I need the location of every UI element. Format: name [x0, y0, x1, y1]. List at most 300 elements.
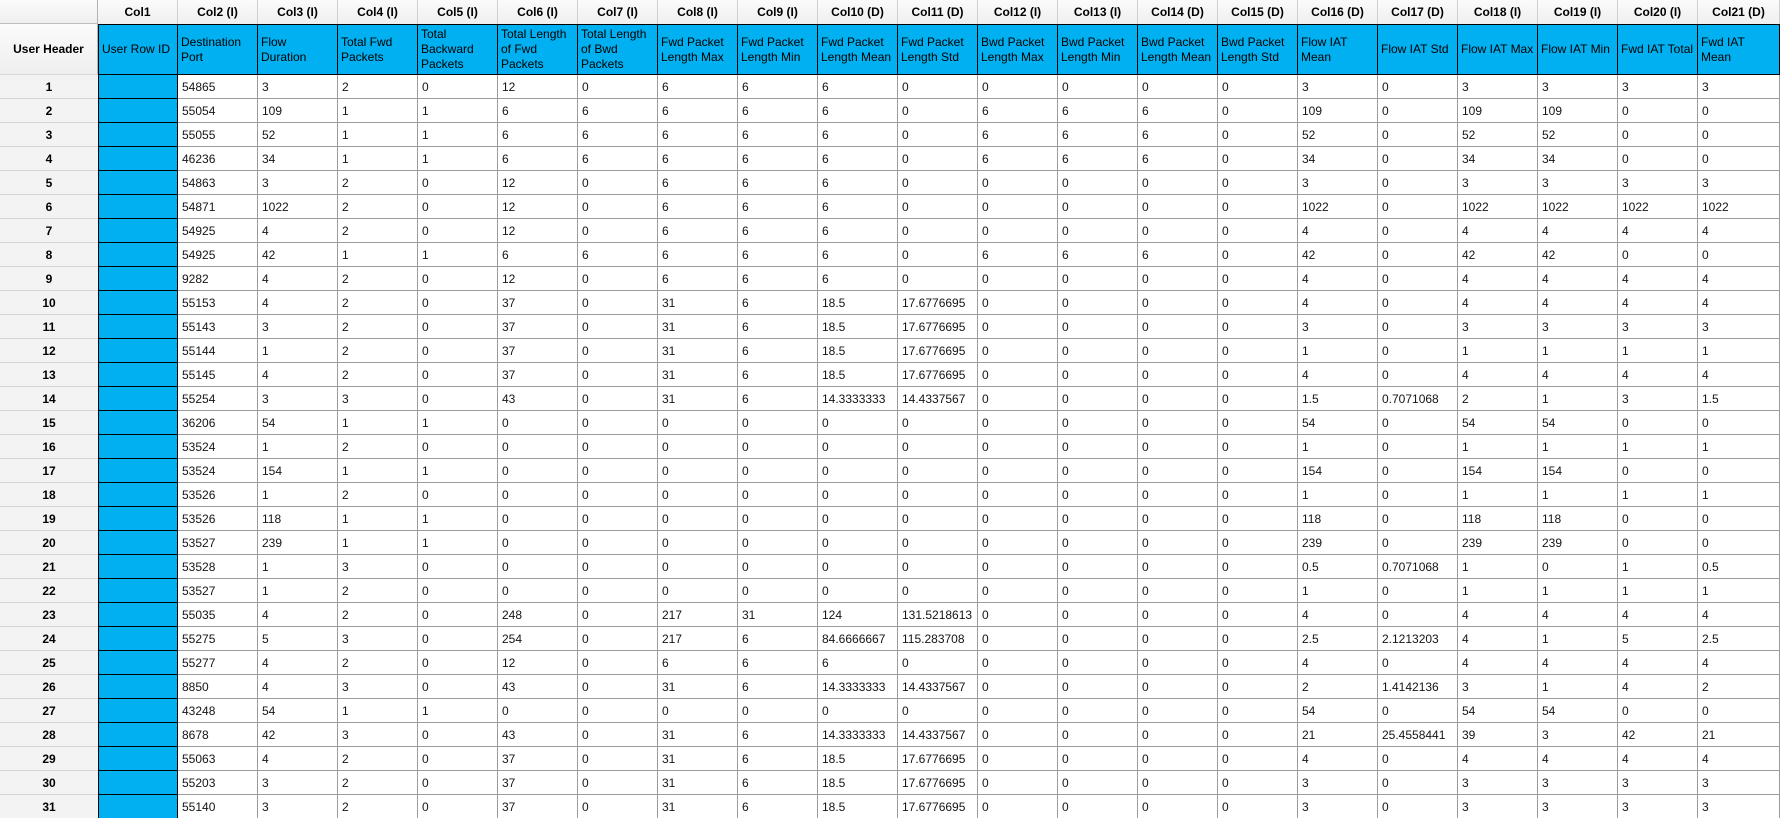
data-cell[interactable]: 54925	[178, 219, 258, 243]
data-cell[interactable]: 12	[498, 267, 578, 291]
data-cell[interactable]: 0	[1378, 75, 1458, 99]
column-label-header[interactable]: Total Backward Packets	[418, 24, 498, 75]
row-number-cell[interactable]: 10	[0, 291, 98, 315]
data-cell[interactable]: 0	[1058, 627, 1138, 651]
data-cell[interactable]: 1	[258, 339, 338, 363]
data-cell[interactable]: 39	[1458, 723, 1538, 747]
data-cell[interactable]: 1.5	[1298, 387, 1378, 411]
data-cell[interactable]: 0	[1058, 507, 1138, 531]
data-cell[interactable]: 2	[338, 195, 418, 219]
row-number-cell[interactable]: 7	[0, 219, 98, 243]
data-cell[interactable]: 0	[578, 75, 658, 99]
data-cell[interactable]: 0	[978, 195, 1058, 219]
data-cell[interactable]: 55153	[178, 291, 258, 315]
data-cell[interactable]: 1	[418, 507, 498, 531]
column-id-header[interactable]: Col5 (I)	[418, 0, 498, 24]
data-cell[interactable]: 0	[978, 219, 1058, 243]
row-number-cell[interactable]: 16	[0, 435, 98, 459]
data-cell[interactable]: 3	[1298, 171, 1378, 195]
data-cell[interactable]: 1	[338, 699, 418, 723]
data-cell[interactable]: 21	[1298, 723, 1378, 747]
data-cell[interactable]: 1	[338, 243, 418, 267]
data-cell[interactable]: 31	[658, 747, 738, 771]
data-cell[interactable]: 1	[338, 531, 418, 555]
data-cell[interactable]: 0	[578, 603, 658, 627]
data-cell[interactable]: 4	[258, 747, 338, 771]
data-cell[interactable]: 0	[1218, 483, 1298, 507]
data-cell[interactable]: 0	[498, 483, 578, 507]
data-cell[interactable]: 4	[258, 267, 338, 291]
data-cell[interactable]: 0	[418, 363, 498, 387]
data-cell[interactable]: 52	[258, 123, 338, 147]
column-id-header[interactable]: Col6 (I)	[498, 0, 578, 24]
data-cell[interactable]: 52	[1538, 123, 1618, 147]
data-cell[interactable]: 3	[338, 555, 418, 579]
data-cell[interactable]: 131.5218613	[898, 603, 978, 627]
data-cell[interactable]: 0	[898, 219, 978, 243]
column-id-header[interactable]: Col2 (I)	[178, 0, 258, 24]
data-cell[interactable]: 31	[658, 675, 738, 699]
data-cell[interactable]: 1	[1698, 435, 1780, 459]
data-cell[interactable]: 1022	[1618, 195, 1698, 219]
data-cell[interactable]: 0	[578, 483, 658, 507]
data-cell[interactable]: 0	[1138, 195, 1218, 219]
row-id-cell[interactable]	[98, 771, 178, 795]
data-cell[interactable]: 6	[818, 99, 898, 123]
data-cell[interactable]: 0	[738, 555, 818, 579]
data-cell[interactable]: 2	[338, 171, 418, 195]
data-cell[interactable]: 4	[1538, 219, 1618, 243]
data-cell[interactable]: 2	[338, 771, 418, 795]
data-cell[interactable]: 54	[1458, 411, 1538, 435]
data-cell[interactable]: 0	[1138, 531, 1218, 555]
data-cell[interactable]: 55054	[178, 99, 258, 123]
data-cell[interactable]: 6	[738, 243, 818, 267]
row-id-cell[interactable]	[98, 483, 178, 507]
data-cell[interactable]: 0	[418, 627, 498, 651]
data-cell[interactable]: 55140	[178, 795, 258, 818]
data-cell[interactable]: 0	[1218, 555, 1298, 579]
column-id-header[interactable]: Col7 (I)	[578, 0, 658, 24]
data-cell[interactable]: 43248	[178, 699, 258, 723]
data-cell[interactable]: 4	[1538, 651, 1618, 675]
data-cell[interactable]: 0	[578, 579, 658, 603]
data-cell[interactable]: 21	[1698, 723, 1780, 747]
data-cell[interactable]: 0	[578, 723, 658, 747]
data-cell[interactable]: 0	[1138, 75, 1218, 99]
data-cell[interactable]: 0	[658, 699, 738, 723]
data-cell[interactable]: 0	[1698, 147, 1780, 171]
data-cell[interactable]: 1	[1298, 483, 1378, 507]
data-cell[interactable]: 0	[1138, 267, 1218, 291]
row-id-cell[interactable]	[98, 507, 178, 531]
data-cell[interactable]: 0	[1218, 75, 1298, 99]
data-cell[interactable]: 0	[1218, 411, 1298, 435]
data-cell[interactable]: 3	[1698, 315, 1780, 339]
data-cell[interactable]: 3	[258, 387, 338, 411]
row-id-cell[interactable]	[98, 579, 178, 603]
data-cell[interactable]: 0	[1218, 339, 1298, 363]
data-cell[interactable]: 0	[658, 579, 738, 603]
data-cell[interactable]: 0	[578, 339, 658, 363]
data-cell[interactable]: 0	[1378, 99, 1458, 123]
data-cell[interactable]: 6	[1138, 243, 1218, 267]
data-cell[interactable]: 0	[1138, 411, 1218, 435]
row-id-cell[interactable]	[98, 75, 178, 99]
data-cell[interactable]: 3	[258, 795, 338, 818]
data-cell[interactable]: 3	[1458, 75, 1538, 99]
data-cell[interactable]: 0	[1138, 483, 1218, 507]
data-cell[interactable]: 0	[1378, 435, 1458, 459]
data-cell[interactable]: 0	[1218, 603, 1298, 627]
data-cell[interactable]: 6	[818, 219, 898, 243]
data-cell[interactable]: 3	[258, 75, 338, 99]
data-cell[interactable]: 1	[1538, 339, 1618, 363]
data-cell[interactable]: 1	[418, 459, 498, 483]
data-cell[interactable]: 55143	[178, 315, 258, 339]
data-cell[interactable]: 1	[1618, 339, 1698, 363]
column-label-header[interactable]: User Row ID	[98, 24, 178, 75]
data-cell[interactable]: 0	[498, 459, 578, 483]
data-cell[interactable]: 0	[418, 771, 498, 795]
data-cell[interactable]: 1	[1458, 435, 1538, 459]
data-cell[interactable]: 0	[418, 195, 498, 219]
data-cell[interactable]: 239	[1458, 531, 1538, 555]
data-cell[interactable]: 6	[818, 147, 898, 171]
data-cell[interactable]: 3	[1698, 75, 1780, 99]
data-cell[interactable]: 3	[1458, 795, 1538, 818]
data-cell[interactable]: 6	[978, 243, 1058, 267]
data-cell[interactable]: 0	[1138, 315, 1218, 339]
data-cell[interactable]: 0	[978, 483, 1058, 507]
data-cell[interactable]: 6	[738, 123, 818, 147]
data-cell[interactable]: 0	[418, 579, 498, 603]
row-number-cell[interactable]: 26	[0, 675, 98, 699]
column-label-header[interactable]: Fwd IAT Mean	[1698, 24, 1780, 75]
data-cell[interactable]: 3	[1458, 171, 1538, 195]
data-cell[interactable]: 0	[1378, 795, 1458, 818]
data-cell[interactable]: 6	[818, 267, 898, 291]
data-cell[interactable]: 0	[1138, 771, 1218, 795]
data-cell[interactable]: 3	[1618, 771, 1698, 795]
data-cell[interactable]: 2	[338, 291, 418, 315]
data-cell[interactable]: 2	[338, 483, 418, 507]
data-cell[interactable]: 53527	[178, 579, 258, 603]
row-number-cell[interactable]: 13	[0, 363, 98, 387]
row-id-cell[interactable]	[98, 195, 178, 219]
data-cell[interactable]: 0	[498, 411, 578, 435]
data-cell[interactable]: 37	[498, 339, 578, 363]
data-cell[interactable]: 14.3333333	[818, 675, 898, 699]
data-cell[interactable]: 0	[658, 507, 738, 531]
row-number-cell[interactable]: 20	[0, 531, 98, 555]
data-cell[interactable]: 3	[338, 723, 418, 747]
column-label-header[interactable]: Fwd Packet Length Std	[898, 24, 978, 75]
data-cell[interactable]: 6	[738, 627, 818, 651]
data-cell[interactable]: 0	[898, 531, 978, 555]
data-cell[interactable]: 6	[738, 651, 818, 675]
data-cell[interactable]: 4	[1298, 219, 1378, 243]
data-cell[interactable]: 6	[738, 99, 818, 123]
data-cell[interactable]: 0	[418, 675, 498, 699]
data-cell[interactable]: 0	[1378, 507, 1458, 531]
column-id-header[interactable]: Col16 (D)	[1298, 0, 1378, 24]
data-cell[interactable]: 154	[1458, 459, 1538, 483]
data-cell[interactable]: 217	[658, 603, 738, 627]
data-cell[interactable]: 0	[418, 267, 498, 291]
data-cell[interactable]: 4	[1458, 651, 1538, 675]
data-cell[interactable]: 0	[738, 411, 818, 435]
data-cell[interactable]: 254	[498, 627, 578, 651]
data-cell[interactable]: 8678	[178, 723, 258, 747]
data-cell[interactable]: 1	[1698, 579, 1780, 603]
data-cell[interactable]: 0	[898, 411, 978, 435]
data-cell[interactable]: 0	[1698, 699, 1780, 723]
data-cell[interactable]: 1	[418, 699, 498, 723]
data-cell[interactable]: 239	[258, 531, 338, 555]
data-cell[interactable]: 4	[1298, 747, 1378, 771]
data-cell[interactable]: 6	[738, 675, 818, 699]
data-cell[interactable]: 3	[258, 171, 338, 195]
row-id-cell[interactable]	[98, 339, 178, 363]
data-cell[interactable]: 6	[818, 171, 898, 195]
data-cell[interactable]: 0	[1138, 795, 1218, 818]
data-cell[interactable]: 34	[1538, 147, 1618, 171]
row-number-cell[interactable]: 27	[0, 699, 98, 723]
row-number-cell[interactable]: 6	[0, 195, 98, 219]
data-cell[interactable]: 4	[1458, 747, 1538, 771]
data-cell[interactable]: 5	[258, 627, 338, 651]
row-number-cell[interactable]: 29	[0, 747, 98, 771]
data-cell[interactable]: 109	[1458, 99, 1538, 123]
data-cell[interactable]: 2	[1698, 675, 1780, 699]
data-cell[interactable]: 0	[1138, 723, 1218, 747]
data-cell[interactable]: 1	[338, 123, 418, 147]
data-cell[interactable]: 6	[578, 99, 658, 123]
data-cell[interactable]: 4	[1458, 627, 1538, 651]
data-cell[interactable]: 4	[1458, 291, 1538, 315]
data-cell[interactable]: 0	[898, 123, 978, 147]
data-cell[interactable]: 6	[818, 243, 898, 267]
row-number-cell[interactable]: 22	[0, 579, 98, 603]
data-cell[interactable]: 0.7071068	[1378, 555, 1458, 579]
data-cell[interactable]: 1	[258, 579, 338, 603]
data-cell[interactable]: 154	[258, 459, 338, 483]
data-cell[interactable]: 53527	[178, 531, 258, 555]
column-label-header[interactable]: Bwd Packet Length Min	[1058, 24, 1138, 75]
row-id-cell[interactable]	[98, 603, 178, 627]
data-cell[interactable]: 0	[578, 771, 658, 795]
data-cell[interactable]: 0	[418, 291, 498, 315]
row-id-cell[interactable]	[98, 723, 178, 747]
data-cell[interactable]: 0	[898, 243, 978, 267]
data-cell[interactable]: 2	[338, 747, 418, 771]
data-cell[interactable]: 54	[1298, 411, 1378, 435]
data-cell[interactable]: 4	[1618, 219, 1698, 243]
row-id-cell[interactable]	[98, 675, 178, 699]
data-cell[interactable]: 3	[338, 387, 418, 411]
data-cell[interactable]: 2	[338, 315, 418, 339]
data-cell[interactable]: 0.5	[1298, 555, 1378, 579]
data-cell[interactable]: 0	[578, 219, 658, 243]
data-cell[interactable]: 1	[338, 411, 418, 435]
data-cell[interactable]: 5	[1618, 627, 1698, 651]
column-id-header[interactable]: Col12 (I)	[978, 0, 1058, 24]
column-label-header[interactable]: Flow IAT Std	[1378, 24, 1458, 75]
data-cell[interactable]: 6	[978, 123, 1058, 147]
data-cell[interactable]: 0	[418, 603, 498, 627]
data-cell[interactable]: 6	[738, 291, 818, 315]
data-cell[interactable]: 0	[1058, 75, 1138, 99]
data-cell[interactable]: 54	[1538, 699, 1618, 723]
data-cell[interactable]: 0	[1058, 411, 1138, 435]
data-cell[interactable]: 0	[898, 195, 978, 219]
data-cell[interactable]: 0	[578, 507, 658, 531]
data-cell[interactable]: 0	[1218, 507, 1298, 531]
column-label-header[interactable]: Bwd Packet Length Mean	[1138, 24, 1218, 75]
data-cell[interactable]: 6	[1138, 147, 1218, 171]
data-cell[interactable]: 0	[1138, 435, 1218, 459]
data-cell[interactable]: 6	[658, 99, 738, 123]
data-cell[interactable]: 4	[1538, 747, 1618, 771]
data-cell[interactable]: 1	[1538, 675, 1618, 699]
data-cell[interactable]: 6	[738, 723, 818, 747]
data-cell[interactable]: 0	[1138, 627, 1218, 651]
data-cell[interactable]: 0	[1218, 315, 1298, 339]
data-cell[interactable]: 0	[738, 531, 818, 555]
column-id-header[interactable]: Col4 (I)	[338, 0, 418, 24]
data-cell[interactable]: 0	[898, 267, 978, 291]
data-cell[interactable]: 1	[1458, 483, 1538, 507]
row-number-cell[interactable]: 30	[0, 771, 98, 795]
data-cell[interactable]: 31	[738, 603, 818, 627]
data-cell[interactable]: 0.5	[1698, 555, 1780, 579]
data-cell[interactable]: 0	[1058, 195, 1138, 219]
data-cell[interactable]: 4	[1538, 291, 1618, 315]
data-cell[interactable]: 1	[1538, 579, 1618, 603]
data-cell[interactable]: 25.4558441	[1378, 723, 1458, 747]
data-cell[interactable]: 154	[1298, 459, 1378, 483]
data-cell[interactable]: 36206	[178, 411, 258, 435]
data-cell[interactable]: 0	[978, 555, 1058, 579]
row-id-cell[interactable]	[98, 531, 178, 555]
data-cell[interactable]: 37	[498, 747, 578, 771]
data-cell[interactable]: 31	[658, 315, 738, 339]
data-cell[interactable]: 53524	[178, 435, 258, 459]
row-id-cell[interactable]	[98, 459, 178, 483]
data-cell[interactable]: 2	[1298, 675, 1378, 699]
data-cell[interactable]: 0	[1378, 219, 1458, 243]
data-cell[interactable]: 0	[1218, 435, 1298, 459]
data-cell[interactable]: 6	[658, 147, 738, 171]
data-cell[interactable]: 42	[1538, 243, 1618, 267]
data-cell[interactable]: 6	[738, 315, 818, 339]
data-cell[interactable]: 1	[1458, 579, 1538, 603]
data-cell[interactable]: 3	[1538, 75, 1618, 99]
data-cell[interactable]: 1	[1458, 555, 1538, 579]
data-cell[interactable]: 12	[498, 219, 578, 243]
data-cell[interactable]: 0	[1218, 531, 1298, 555]
data-cell[interactable]: 0	[978, 459, 1058, 483]
data-cell[interactable]: 34	[258, 147, 338, 171]
data-cell[interactable]: 4	[1698, 651, 1780, 675]
data-cell[interactable]: 115.283708	[898, 627, 978, 651]
data-cell[interactable]: 0	[898, 483, 978, 507]
data-cell[interactable]: 0	[1378, 171, 1458, 195]
data-cell[interactable]: 4	[1458, 267, 1538, 291]
data-cell[interactable]: 2	[338, 579, 418, 603]
data-cell[interactable]: 154	[1538, 459, 1618, 483]
data-cell[interactable]: 0	[738, 699, 818, 723]
data-cell[interactable]: 6	[658, 651, 738, 675]
data-cell[interactable]: 6	[738, 339, 818, 363]
data-cell[interactable]: 0	[818, 555, 898, 579]
data-cell[interactable]: 3	[1538, 315, 1618, 339]
data-cell[interactable]: 0	[578, 315, 658, 339]
data-cell[interactable]: 3	[1538, 723, 1618, 747]
data-cell[interactable]: 0	[898, 555, 978, 579]
data-cell[interactable]: 18.5	[818, 291, 898, 315]
data-cell[interactable]: 17.6776695	[898, 771, 978, 795]
data-cell[interactable]: 0	[1378, 339, 1458, 363]
data-cell[interactable]: 2	[338, 363, 418, 387]
row-number-cell[interactable]: 31	[0, 795, 98, 818]
data-cell[interactable]: 0	[1218, 195, 1298, 219]
data-cell[interactable]: 42	[258, 243, 338, 267]
data-cell[interactable]: 0	[818, 531, 898, 555]
data-cell[interactable]: 4	[1298, 291, 1378, 315]
column-id-header[interactable]: Col20 (I)	[1618, 0, 1698, 24]
data-cell[interactable]: 1	[1538, 627, 1618, 651]
data-cell[interactable]: 0	[1058, 795, 1138, 818]
data-cell[interactable]: 4	[258, 651, 338, 675]
data-cell[interactable]: 6	[738, 363, 818, 387]
row-id-cell[interactable]	[98, 387, 178, 411]
data-cell[interactable]: 3	[1458, 675, 1538, 699]
data-cell[interactable]: 0	[1218, 627, 1298, 651]
data-cell[interactable]: 0	[1058, 771, 1138, 795]
data-cell[interactable]: 17.6776695	[898, 363, 978, 387]
row-id-cell[interactable]	[98, 147, 178, 171]
data-cell[interactable]: 4	[1698, 267, 1780, 291]
data-cell[interactable]: 0	[578, 651, 658, 675]
data-cell[interactable]: 0	[898, 507, 978, 531]
column-label-header[interactable]: Fwd Packet Length Max	[658, 24, 738, 75]
data-cell[interactable]: 0	[418, 747, 498, 771]
data-cell[interactable]: 0	[1618, 531, 1698, 555]
data-cell[interactable]: 3	[1298, 75, 1378, 99]
data-cell[interactable]: 6	[658, 195, 738, 219]
row-number-cell[interactable]: 9	[0, 267, 98, 291]
data-cell[interactable]: 18.5	[818, 771, 898, 795]
column-id-header[interactable]: Col13 (I)	[1058, 0, 1138, 24]
data-cell[interactable]: 2	[338, 219, 418, 243]
data-cell[interactable]: 0	[658, 555, 738, 579]
row-number-cell[interactable]: 14	[0, 387, 98, 411]
data-cell[interactable]: 6	[658, 171, 738, 195]
data-cell[interactable]: 53524	[178, 459, 258, 483]
data-cell[interactable]: 0	[1218, 219, 1298, 243]
data-cell[interactable]: 0	[1538, 555, 1618, 579]
data-cell[interactable]: 0	[658, 435, 738, 459]
data-cell[interactable]: 109	[258, 99, 338, 123]
data-cell[interactable]: 1.5	[1698, 387, 1780, 411]
data-cell[interactable]: 0	[578, 435, 658, 459]
data-cell[interactable]: 0	[978, 651, 1058, 675]
data-cell[interactable]: 4	[1538, 603, 1618, 627]
data-cell[interactable]: 0	[498, 435, 578, 459]
data-cell[interactable]: 2	[338, 603, 418, 627]
